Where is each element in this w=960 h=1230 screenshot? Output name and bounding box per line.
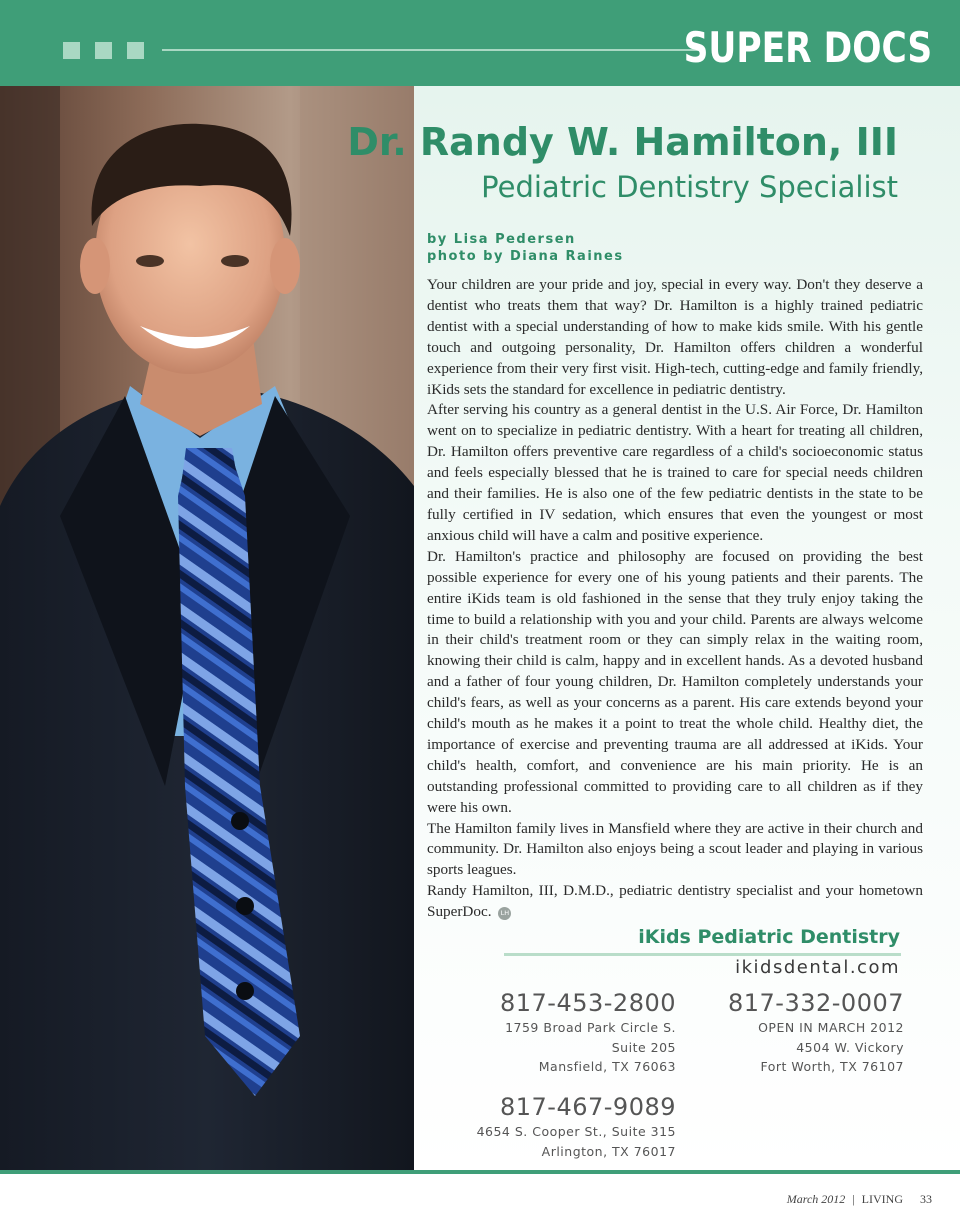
portrait-illustration [0, 86, 414, 1170]
article-body [427, 275, 923, 923]
author-byline: by Lisa Pedersen [427, 232, 576, 247]
location-address-line: Fort Worth, TX 76107 [760, 1059, 904, 1074]
footer-separator: | [852, 1192, 855, 1206]
page-number: 33 [920, 1192, 932, 1206]
location-arlington [477, 1092, 676, 1161]
practice-rule [504, 953, 901, 956]
issue-date: March 2012 [786, 1192, 846, 1206]
header-rule [162, 49, 705, 51]
location-address-line: 1759 Broad Park Circle S. [505, 1020, 676, 1035]
header-square-1 [63, 42, 80, 59]
location-phone: 817-453-2800 [499, 989, 676, 1017]
doctor-name: Dr. Randy W. Hamilton, III [347, 120, 898, 164]
article-paragraph: Your children are your pride and joy, special in every way. Don't they deserve a dentist who treats them that way? Dr. Hamilton is a highly trained pediatric dentist with a special understanding of how to make kids smile. With his gentle touch and outgoing personality, Dr. Hamilton offers children a wonderful experience from their very first visit. High-tech, cutting-edge and family friendly, iKids sets the standard for excellence in pediatric dentistry. [427, 276, 923, 398]
header-square-2 [95, 42, 112, 59]
location-phone: 817-332-0007 [727, 989, 904, 1017]
section-header-band [0, 0, 960, 86]
article-paragraph: The Hamilton family lives in Mansfield where they are active in their church and community. Dr. Hamilton also enjoys being a scout leader and playing in various sports leagues. [427, 819, 923, 879]
practice-website: ikidsdental.com [735, 957, 900, 978]
location-mansfield [500, 988, 676, 1077]
article-paragraph [427, 881, 923, 923]
doctor-specialty: Pediatric Dentistry Specialist [481, 170, 898, 204]
location-fort-worth [728, 988, 904, 1077]
article-paragraph: After serving his country as a general dentist in the U.S. Air Force, Dr. Hamilton went on to specialize in pediatric dentistry. With a heart for treating all children, Dr. Hamilton offers preventive care regardless of a child's socioeconomic status and feels especially blessed that he is trained to care for special needs children and their families. He is also one of the few pediatric dentists in the state to be fully certified in IV sedation, which ensures that even the youngest or most anxious child will have a calm and positive experience. [427, 401, 923, 544]
location-address-line: Arlington, TX 76017 [541, 1143, 676, 1159]
article-closing-text: Randy Hamilton, III, D.M.D., pediatric dentistry specialist and your hometown SuperDoc. [427, 882, 923, 921]
practice-name: iKids Pediatric Dentistry [638, 926, 900, 948]
footer-rule [0, 1170, 960, 1174]
section-title: SUPER DOCS [683, 23, 932, 72]
header-square-3 [127, 42, 144, 59]
magazine-name: LIVING [861, 1192, 903, 1206]
location-phone: 817-467-9089 [499, 1093, 676, 1121]
photo-credit: photo by Diana Raines [427, 249, 624, 264]
page-footer [787, 1192, 932, 1207]
location-address-line: 4504 W. Vickory [796, 1039, 904, 1055]
location-address-line: 4654 S. Cooper St., Suite 315 [476, 1124, 676, 1139]
location-address-line: Mansfield, TX 76063 [538, 1059, 676, 1074]
location-address-line: Suite 205 [611, 1039, 676, 1055]
portrait-photo [0, 86, 414, 1170]
article-paragraph: Dr. Hamilton's practice and philosophy are focused on providing the best possible experience for every one of his young patients and their parents. The entire iKids team is old fashioned in the sense that they truly enjoy taking the time to build a relationship with you and your child. Parents are always welcome in their child's treatment room or they can simply relax in the waiting room, knowing their child is calm, happy and in excellent hands. As a devoted husband and a father of four young children, Dr. Hamilton completely understands your child's fears, as well as your concerns as a parent. His care extends beyond your child's mouth as he makes it a point to treat the whole child. Healthy diet, the importance of exercise and preventing trauma are all addressed at iKids. Your child's health, comfort, and convenience are his main priority. He is an outstanding professional committed to providing care to all children as if they were his own. [427, 547, 923, 816]
end-mark-icon: LH [498, 907, 511, 920]
location-address-line: OPEN IN MARCH 2012 [758, 1020, 904, 1035]
